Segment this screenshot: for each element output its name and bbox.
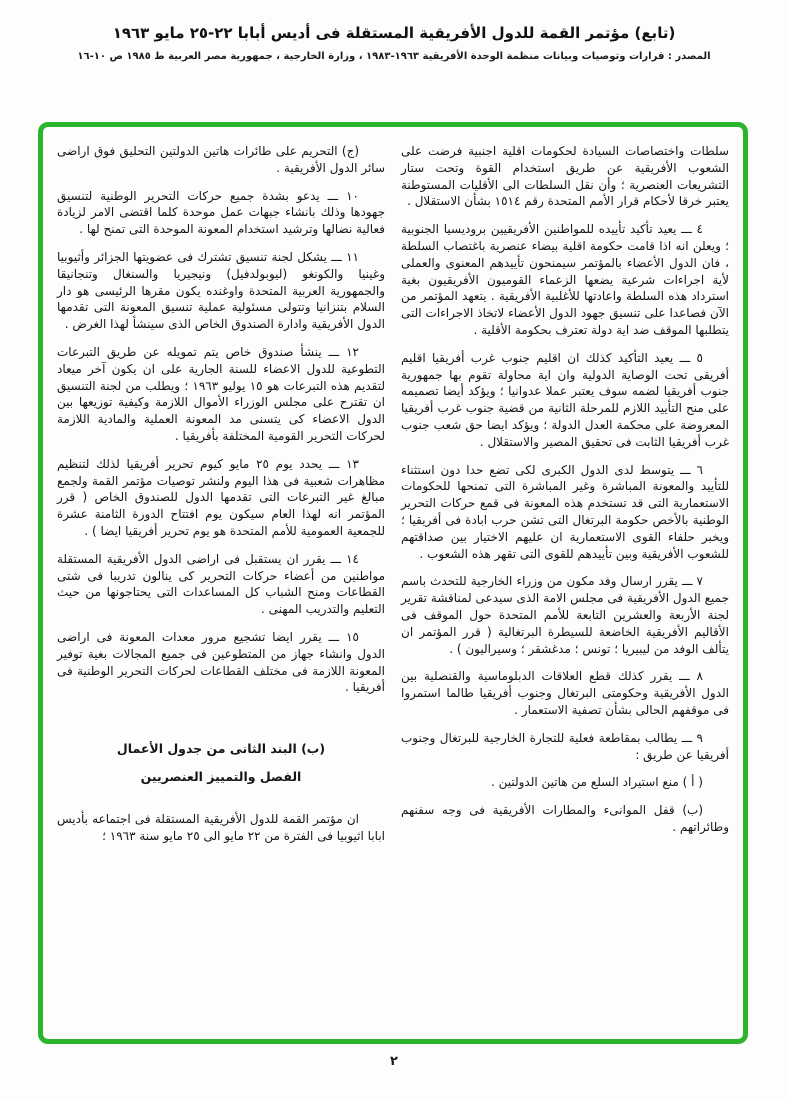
document-frame [38, 122, 748, 1044]
paragraph-item-10: ١٠ ـــ يدعو بشدة جميع حركات التحرير الوطنية لتنسيق جهودها وذلك بانشاء جبهات عمل موحدة كلما اقتضى الامر لزيادة فعالية نضالها وترشيد استخدام المعونة الموحدة التى تمنح لها . [57, 188, 385, 237]
paragraph-item-12: ١٢ ـــ ينشأ صندوق خاص يتم تمويله عن طريق التبرعات التطوعية للدول الاعضاء للسنة الجارية على ان يكون آخر ميعاد لتقديم هذه التبرعات هو ١٥ يوليو ١٩٦٣ ؛ ويطلب من لجنة التنسيق ان تقترح على مجلس الوزراء الأموال اللازمة وكيفية توزيعها بين الدول الاعضاء كى يتسنى مد المعونة العملية والمادية اللازمة لحركات التحرير القومية المختلفة بأفريقيا . [57, 344, 385, 443]
paragraph-item-8: ٨ ـــ يقرر كذلك قطع العلاقات الدبلوماسية والقنصلية بين الدول الأفريقية وحكومتى البرتغال وجنوب أفريقيا طالما استمروا فى موقفهم الحالى بشأن تصفية الاستعمار . [401, 669, 729, 717]
column-right [401, 143, 729, 1031]
paragraph-item-7: ٧ ـــ يقرر ارسال وفد مكون من وزراء الخارجية للتحدث باسم جميع الدول الأفريقية فى مجلس الامة الذى سيدعى لمناقشة تقرير لجنة الأربعة والعشرين التابعة للأمم المتحدة حول الموقف فى الأقاليم الأفريقية الخاضعة للسيطرة البرتغالية ( قرر المؤتمر ان يتألف الوفد من ليبيريا ؛ تونس ؛ مدغشقر ؛ وسيراليون ) . [401, 574, 729, 656]
paragraph-item-15: ١٥ ـــ يقرر ايضا تشجيع مرور معدات المعونة فى اراضى الدول وانشاء جهاز من المتطوعين فى جميع المجالات بغية توفير المعونة اللازمة فى مختلف القطاعات لحركات التحرير الوطنية فى أفريقيا . [57, 629, 385, 695]
document-header [0, 24, 788, 62]
page-title: (تابع) مؤتمر القمة للدول الأفريقية المستقلة فى أديس أبابا ٢٢-٢٥ مايو ١٩٦٣ [112, 24, 676, 42]
subitem-alef: ( أ ) منع استيراد السلع من هاتين الدولتين . [490, 775, 703, 790]
subitem-ba: (ب) قفل الموانىء والمطارات الأفريقية فى وجه سفنهم وطائراتهم . [401, 803, 729, 834]
column-left [57, 143, 385, 1031]
paragraph-item-6: ٦ ـــ يتوسط لدى الدول الكبرى لكى تضع حدا دون استثناء للتأييد والمعونة المباشرة وغير المباشرة التى تمنحها للحكومات الاستعمارية التى قد تستخدم هذه المعونة فى قمع حركات التحرير الوطنية بالأخص حكومة البرتغال التى تشن حرب ابادة فى أفريقيا ؛ ويخبر حلفاء القوى الاستعمارية ان عليهم الاختيار بين صداقتهم للشعوب الأفريقية وبين تأييدهم للقوى التى تقهر هذه الشعوب . [401, 462, 729, 561]
paragraph-item-5: ٥ ـــ يعيد التأكيد كذلك ان اقليم جنوب غرب أفريقيا اقليم أفريقى تحت الوصاية الدولية وان اية محاولة تقوم بها جمهورية جنوب أفريقيا لضمه سوف يعتبر عملا عدوانيا ؛ ويؤكد أيضا تصميمه على منح التأييد اللازم للمرحلة الثانية من قضية جنوب غرب أفريقيا المعروضة على محكمة العدل الدولة ؛ ويؤكد ايضا حق شعب جنوب غرب أفريقيا الثابت فى تحقيق المصير والاستقلال . [401, 350, 729, 449]
paragraph-preamble: ان مؤتمر القمة للدول الأفريقية المستقلة فى اجتماعه بأديس ابابا اثيوبيا فى الفترة من ٢٢ مايو الى ٢٥ مايو سنة ١٩٦٣ ؛ [57, 812, 385, 843]
paragraph-continuation: سلطات واختصاصات السيادة لحكومات اقلية اجنبية فرضت على الشعوب الأفريقية عن طريق استخدام القوة وتحت ستار التشريعات العنصرية ؛ وأن نقل السلطات الى الأقليات المستوطنة يعتبر خرقا لأحكام قرار الأمم المتحدة رقم ١٥١٤ بشأن الاستقلال . [401, 144, 729, 209]
paragraph-item-11: ١١ ـــ يشكل لجنة تنسيق تشترك فى عضويتها الجزائر وأثيوبيا وغينيا والكونغو (ليوبولدفيل) ونيجيريا والسنغال وتنجانيقا والجمهورية العربية المتحدة واوغنده يكون مقرها الرئيسى هو دار السلام بتنزانيا وتتولى مسئولية عملية تنسيق المعونة التى تقدمها الدول الأفريقية وادارة الصندوق الخاص الذى سينشأ لهذا الغرض . [57, 249, 385, 332]
paragraph-item-9: ٩ ـــ يطالب بمقاطعة فعلية للتجارة الخارجية للبرتغال وجنوب أفريقيا عن طريق : [401, 730, 729, 762]
paragraph-item-4: ٤ ـــ يعيد تأكيد تأييده للمواطنين الأفريقيين بروديسيا الجنوبية ؛ ويعلن انه اذا قامت حكومة اقلية بيضاء عنصرية باغتصاب السلطة ، فان الدول الأعضاء بالمؤتمر سيمنحون تأييدهم المعنوى والعملى لأية اجراءات شرعية يضعها الزعماء القوميون الأفريقيون بغية استرداد هذه السلطة واعادتها للأغلبية الأفريقية . يتعهد المؤتمر من الآن فصاعدا على تنسيق جهود الدول الأعضاء لاتخاذ الاجراءات التى يتطلبها الموقف ضد اية دولة تعترف بحكومة الأقلية . [401, 222, 729, 337]
section-heading-apartheid: الفصل والتمييز العنصريين [140, 768, 302, 784]
text-columns [57, 143, 729, 1031]
source-citation: المصدر : قرارات وتوصيات وبيانات منظمة الوحدة الأفريقية ١٩٦٣-١٩٨٣ ، وزارة الخارجية ، جمهورية مصر العربية ط ١٩٨٥ ص ١٠-١٦ [77, 51, 711, 62]
section-heading-agenda-item: (ب) البند الثانى من جدول الأعمال [116, 741, 326, 757]
paragraph-item-14: ١٤ ـــ يقرر ان يستقبل فى اراضى الدول الأفريقية المستقلة مواطنين من أعضاء حركات التحرير كى ينالون تدريبا فى شتى القطاعات ومنح الشباب كل المساعدات التى يحتاجونها من حيث التعليم والتدريب المهنى . [57, 551, 385, 617]
page-number: ٢ [390, 1054, 398, 1069]
paragraph-item-13: ١٣ ـــ يحدد يوم ٢٥ مايو كيوم تحرير أفريقيا لذلك لتنظيم مظاهرات شعبية فى هذا اليوم ولنشر توصيات مؤتمر القمة ولجمع مبالغ غير التبرعات التى تقدمها الدول للصندوق الخاص ( قرر المؤتمر انه لهذا العام سيكون يوم افتتاح الدورة الثامنة عشرة للجمعية العمومية للأمم المتحدة هو يوم تحرير أفريقيا ايضا ) . [57, 456, 385, 538]
subitem-jim: (ج) التحريم على طائرات هاتين الدولتين التحليق فوق اراضى سائر الدول الأفريقية . [57, 144, 385, 175]
